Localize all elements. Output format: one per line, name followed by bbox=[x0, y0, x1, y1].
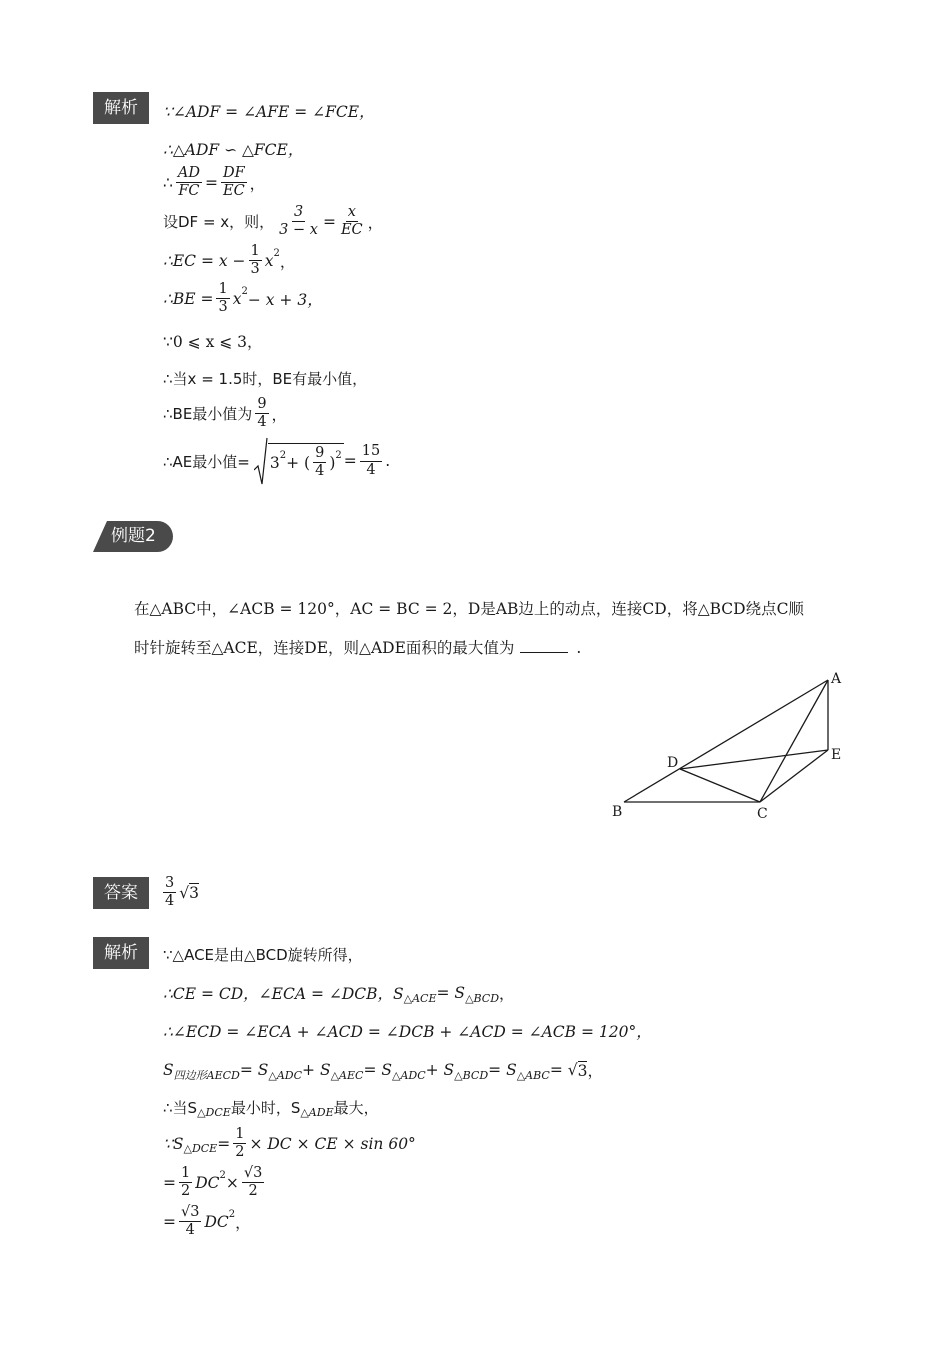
analysis2-line8: = $\frac{√3}{4}$ DC 2 ， bbox=[163, 1204, 251, 1239]
fraction: $\frac{√3}{2}$ bbox=[243, 1165, 263, 1200]
triangle-figure bbox=[600, 668, 850, 828]
analysis1-line6: ∴BE = $\frac{1}{3}$ x 2 − x + 3， bbox=[163, 281, 323, 316]
fraction: $\frac{1}{2}$ bbox=[181, 1165, 191, 1200]
analysis1-line7: ∵0 ⩽ x ⩽ 3， bbox=[163, 333, 263, 351]
analysis1-line10: ∴AE最小值= 3 2 + ( $\frac{9}{4}$ ) 2 = $\frac{15}{4}$ . bbox=[163, 436, 390, 486]
fraction: $\frac{1}{3}$ bbox=[218, 281, 228, 316]
analysis2-line3: ∴∠ECD = ∠ECA + ∠ACD = ∠DCB + ∠ACD = ∠ACB = 120°， bbox=[163, 1023, 652, 1041]
label-b: B bbox=[612, 804, 623, 820]
analysis2-line2: ∴CE = CD，∠ECA = ∠DCB，S △ACE = S △BCD ， bbox=[163, 984, 515, 1005]
radical: 3 2 + ( $\frac{9}{4}$ ) 2 bbox=[254, 436, 344, 486]
analysis1-line8: ∴当x = 1.5时，BE有最小值， bbox=[163, 370, 368, 388]
analysis-tag-2: 解析 bbox=[93, 937, 149, 969]
analysis1-line9: ∴BE最小值为 $\frac{9}{4}$ ， bbox=[163, 396, 288, 431]
analysis-tag: 解析 bbox=[93, 92, 149, 124]
analysis1-line2: ∴△ADF ∽ △FCE， bbox=[163, 141, 304, 159]
analysis1-line1: ∵∠ADF = ∠AFE = ∠FCE， bbox=[163, 103, 375, 121]
fraction: $\frac{9}{4}$ bbox=[257, 396, 267, 431]
label-e: E bbox=[831, 747, 842, 763]
analysis1-line3: ∴ $\frac{AD}{FC}$ = $\frac{DF}{EC}$ ， bbox=[163, 165, 266, 200]
fraction: $\frac{1}{3}$ bbox=[250, 243, 260, 278]
analysis2-line7: = $\frac{1}{2}$ DC 2 × $\frac{√3}{2}$ bbox=[163, 1165, 263, 1200]
fraction: $\frac{x}{EC}$ bbox=[340, 204, 363, 239]
segment-ba bbox=[624, 680, 828, 802]
fraction: $\frac{9}{4}$ bbox=[315, 444, 325, 479]
analysis2-line6: ∵S △DCE = $\frac{1}{2}$ × DC × CE × sin 60° bbox=[163, 1126, 416, 1161]
fraction: $\frac{15}{4}$ bbox=[361, 443, 381, 478]
analysis1-line4: 设DF = x，则， $\frac{3}{3 - x}$ = $\frac{x}{EC}$ ， bbox=[163, 204, 384, 239]
radical-sign-icon bbox=[254, 436, 268, 486]
analysis2-line1: ∵△ACE是由△BCD旋转所得， bbox=[163, 946, 363, 964]
problem-line2: 时针旋转至△ACE，连接DE，则△ADE面积的最大值为 . bbox=[134, 639, 582, 657]
fraction: $\frac{√3}{4}$ bbox=[181, 1204, 200, 1239]
segment-de bbox=[680, 750, 828, 769]
segment-ca bbox=[760, 680, 828, 802]
problem-line1: 在△ABC中，∠ACB = 120°，AC = BC = 2，D是AB边上的动点，连接CD，将△BCD绕点C顺 bbox=[134, 600, 804, 618]
label-a: A bbox=[831, 671, 842, 687]
fraction: $\frac{AD}{FC}$ bbox=[177, 165, 200, 200]
analysis1-line5: ∴EC = x − $\frac{1}{3}$ x 2 ， bbox=[163, 243, 296, 278]
segment-dc bbox=[680, 769, 760, 802]
example-tag: 例题2 bbox=[93, 521, 173, 552]
fraction: $\frac{3}{3 - x}$ bbox=[279, 204, 318, 239]
label-c: C bbox=[757, 806, 768, 822]
answer-value: $\frac{3}{4}$ √ 3 bbox=[165, 875, 199, 910]
fraction: $\frac{3}{4}$ bbox=[165, 875, 175, 910]
analysis2-line5: ∴当S △DCE 最小时，S △ADE 最大， bbox=[163, 1099, 379, 1119]
analysis2-line4: S 四边形AECD = S △ADC + S △AEC = S △ADC + S △BCD = S △ABC = √ 3 ， bbox=[163, 1061, 603, 1082]
answer-blank bbox=[520, 638, 568, 653]
label-d: D bbox=[667, 755, 679, 771]
fraction: $\frac{DF}{EC}$ bbox=[222, 165, 245, 200]
answer-tag: 答案 bbox=[93, 877, 149, 909]
fraction: $\frac{1}{2}$ bbox=[235, 1126, 245, 1161]
